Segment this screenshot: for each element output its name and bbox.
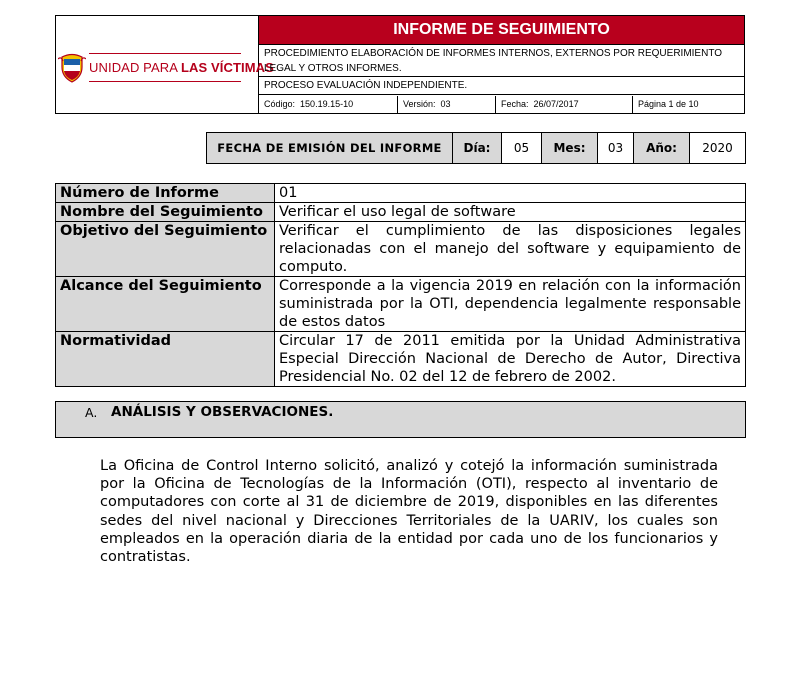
month-value: 03 [598, 133, 634, 163]
code-cell [259, 96, 397, 113]
logo-rule-top [89, 53, 241, 54]
document-header [55, 15, 745, 114]
scope-value: Corresponde a la vigencia 2019 en relación con la información suministrada por la OTI, dependencia legalmente responsable de estos datos [275, 277, 746, 332]
table-row [56, 277, 746, 332]
table-row [56, 184, 746, 203]
version-value: 03 [440, 99, 451, 109]
year-value: 2020 [702, 141, 733, 155]
table-row [56, 332, 746, 387]
logo-rule-bottom [89, 81, 241, 82]
tracking-name-value: Verificar el uso legal de software [275, 203, 746, 222]
procedure-name: PROCEDIMIENTO ELABORACIÓN DE INFORMES INTERNOS, EXTERNOS POR REQUERIMIENTO LEGAL Y OTROS INFORMES. [259, 45, 744, 77]
report-number-label: Número de Informe [56, 184, 275, 203]
section-letter: A. [85, 405, 98, 420]
code-label: Código: [264, 99, 296, 109]
section-title: ANÁLISIS Y OBSERVACIONES. [111, 404, 334, 420]
report-number-value: 01 [275, 184, 746, 203]
table-row [56, 203, 746, 222]
report-title: INFORME DE SEGUIMIENTO [259, 16, 744, 45]
version-cell [397, 96, 495, 113]
version-label: Versión: [403, 99, 436, 109]
day-label: Día: [453, 133, 502, 163]
report-info-table [55, 183, 746, 387]
analysis-paragraph: La Oficina de Control Interno solicitó, analizó y cotejó la información suministrada por la Oficina de Tecnologías de la Información (OTI), respecto al inventario de computadores con corte al 31 de diciembre de 2019, disponibles en las diferentes sedes del nivel nacional y Direcciones Territoriales de la UARIV, los cuales son empleados en la operación diaria de la entidad por cada uno de los funcionarios y contratistas. [100, 458, 718, 566]
date-value: 26/07/2017 [533, 99, 579, 109]
document-metadata [259, 96, 744, 113]
page-number: Página 1 de 10 [632, 96, 744, 113]
emission-date-label: FECHA DE EMISIÓN DEL INFORME [207, 133, 453, 163]
scope-label: Alcance del Seguimiento [56, 277, 275, 332]
logo-text: UNIDAD PARA LAS VÍCTIMAS [89, 60, 274, 75]
regulations-label: Normatividad [56, 332, 275, 387]
code-value: 150.19.15-10 [300, 99, 354, 109]
objective-value: Verificar el cumplimiento de las disposiciones legales relacionadas con el manejo del software y equipamiento de computo. [275, 222, 746, 277]
month-label: Mes: [542, 133, 598, 163]
regulations-value: Circular 17 de 2011 emitida por la Unidad Administrativa Especial Dirección Nacional de Derecho de Autor, Directiva Presidencial No. 02 del 12 de febrero de 2002. [275, 332, 746, 387]
section-heading [55, 401, 746, 438]
date-label: Fecha: [501, 99, 529, 109]
date-cell [495, 96, 632, 113]
table-row [56, 222, 746, 277]
tracking-name-label: Nombre del Seguimiento [56, 203, 275, 222]
coat-of-arms-icon [58, 53, 86, 83]
objective-label: Objetivo del Seguimiento [56, 222, 275, 277]
emission-date-table [206, 132, 746, 164]
logo-cell [56, 16, 274, 113]
year-label: Año: [634, 133, 690, 163]
process-name: PROCESO EVALUACIÓN INDEPENDIENTE. [259, 78, 744, 95]
day-value: 05 [502, 133, 542, 163]
